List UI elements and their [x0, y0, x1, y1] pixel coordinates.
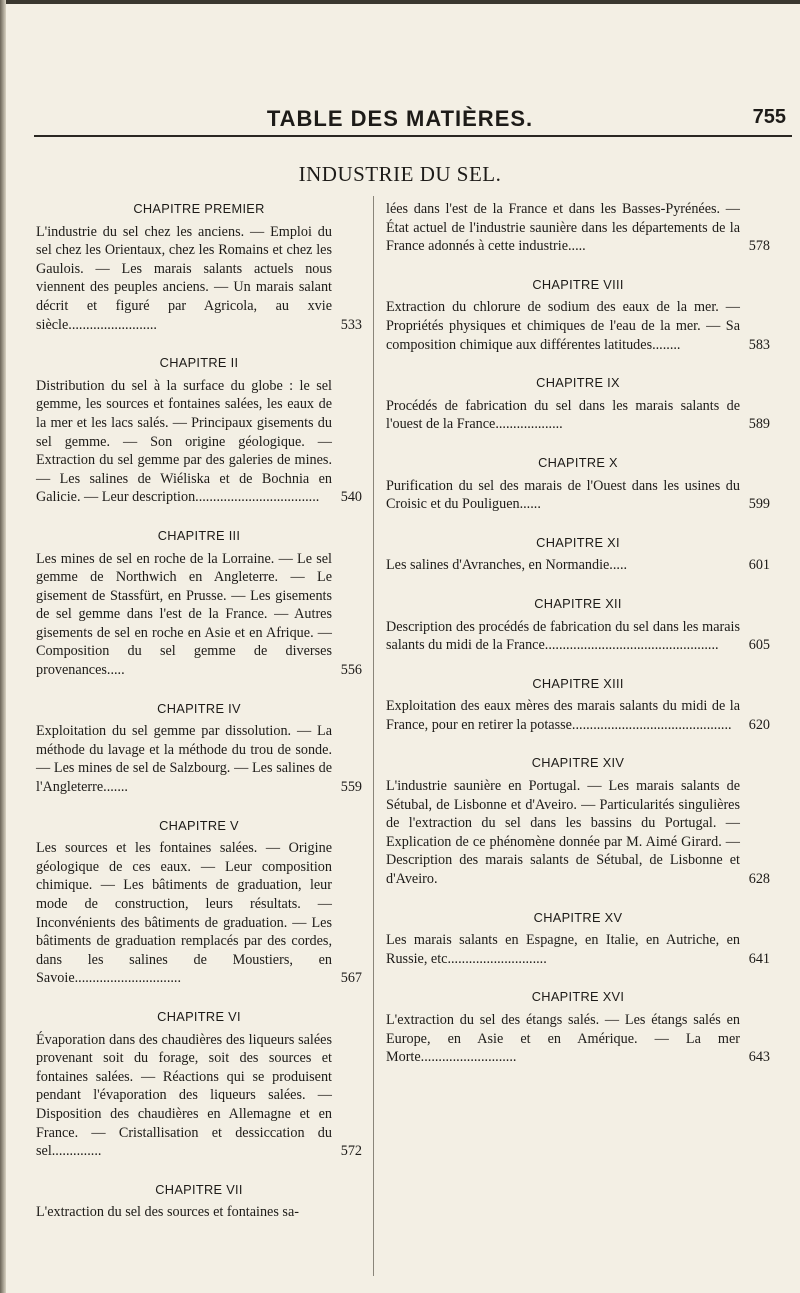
- page-reference: 628: [746, 870, 770, 889]
- chapter-summary: [386, 697, 770, 734]
- chapter-spacer: [386, 575, 770, 595]
- chapter-summary: [386, 200, 770, 256]
- chapter-spacer: [36, 1161, 362, 1181]
- page-reference: 540: [338, 488, 362, 507]
- chapter-title: CHAPITRE XV: [533, 909, 623, 925]
- toc-chapter: [386, 454, 770, 514]
- chapter-summary: [386, 556, 770, 575]
- chapter-summary: [36, 839, 362, 988]
- chapter-summary: [386, 618, 770, 655]
- chapter-summary: [36, 1203, 362, 1222]
- chapter-title: CHAPITRE VII: [155, 1181, 243, 1197]
- toc-chapter: [36, 354, 362, 507]
- chapter-spacer: [386, 734, 770, 754]
- chapter-title: CHAPITRE V: [159, 817, 239, 833]
- chapter-spacer: [386, 889, 770, 909]
- toc-chapter: [386, 675, 770, 735]
- toc-chapter: [386, 276, 770, 354]
- chapter-summary-text: L'extraction du sel des sources et fontaines sa-: [36, 1204, 299, 1221]
- page-reference: 533: [338, 316, 362, 335]
- toc-chapter: [386, 200, 770, 256]
- chapter-summary-text: Exploitation des eaux mères des marais salants du midi de la France, pour en retirer la potasse.............................................: [386, 698, 740, 733]
- toc-chapter: [386, 909, 770, 969]
- chapter-title: CHAPITRE XII: [534, 595, 622, 611]
- chapter-summary-text: Les marais salants en Espagne, en Italie, en Autriche, en Russie, etc............................: [386, 932, 740, 967]
- chapter-summary-text: Distribution du sel à la surface du globe : le sel gemme, les sources et fontaines salées, les eaux de la mer et les lacs salés. — Principaux gisements du sel gemme. — Son origine géologique. — Extraction du sel gemme par des galeries de mines. — Les salines de Wiéliska et de Bochnia en Galicie. — Leur description...................................: [36, 377, 332, 506]
- chapter-title: CHAPITRE XVI: [531, 989, 625, 1005]
- chapter-summary-text: L'industrie du sel chez les anciens. — Emploi du sel chez les Orientaux, chez les Romains et chez les Gaulois. — Les marais salants actuels nous viennent des peuples anciens. — Un marais salant décrit et figuré par Agricola, au xvie siècle.........................: [36, 223, 332, 333]
- chapter-summary: [36, 1031, 362, 1161]
- chapter-summary-text: Évaporation dans des chaudières des liqueurs salées provenant soit du forage, soit des sources et fontaines salées. — Réactions qui se produisent pendant l'évaporation des liqueurs salées. — Disposition des chaudières en Allemagne et en France. — Cristallisation et dessiccation du sel..............: [36, 1031, 332, 1160]
- chapter-summary-text: L'extraction du sel des étangs salés. — Les étangs salés en Europe, en Asie et en Amérique. — La mer Morte...........................: [386, 1012, 740, 1066]
- page-reference: 643: [746, 1048, 770, 1067]
- chapter-summary: [386, 397, 770, 434]
- chapter-summary: [36, 377, 362, 507]
- page-reference: 556: [338, 661, 362, 680]
- chapter-title: CHAPITRE VI: [157, 1008, 241, 1024]
- chapter-summary-text: Purification du sel des marais de l'Ouest dans les usines du Croisic et du Pouliguen......: [386, 477, 740, 513]
- chapter-title: CHAPITRE II: [159, 355, 239, 371]
- page-reference: 641: [746, 950, 770, 969]
- page-reference: 559: [338, 778, 362, 797]
- chapter-spacer: [386, 256, 770, 276]
- toc-chapter: [386, 374, 770, 434]
- page-reference: 605: [746, 636, 770, 655]
- section-title: INDUSTRIE DU SEL.: [298, 162, 502, 186]
- chapter-spacer: [386, 514, 770, 534]
- page-reference: 583: [746, 336, 770, 355]
- chapter-summary: [386, 1011, 770, 1067]
- chapter-summary-text: Les salines d'Avranches, en Normandie.....: [386, 557, 628, 574]
- chapter-spacer: [36, 334, 362, 354]
- chapter-summary-text: lées dans l'est de la France et dans les Basses-Pyrénées. — État actuel de l'industrie saunière dans les départements de la France adonnés à cette industrie.....: [386, 201, 740, 255]
- toc-chapter: [386, 534, 770, 575]
- toc-chapter: [36, 700, 362, 797]
- chapter-spacer: [36, 680, 362, 700]
- page-reference: 578: [746, 237, 770, 256]
- chapter-summary: [386, 477, 770, 514]
- toc-chapter: [386, 988, 770, 1066]
- page-reference: 601: [746, 556, 770, 575]
- page-reference: 620: [746, 716, 770, 735]
- chapter-summary-text: Description des procédés de fabrication du sel dans les marais salants du midi de la France.................................................: [386, 618, 740, 654]
- chapter-summary-text: Les mines de sel en roche de la Lorraine. — Le sel gemme de Northwich en Angleterre. — Le gisement de Stassfürt, en Prusse. — Les gisements de sel gemme dans l'est de la France. — Autres gisements de sel en roche en Asie et en Afrique. — Composition du sel gemme de diverses provenances.....: [36, 550, 332, 679]
- chapter-spacer: [386, 354, 770, 374]
- chapter-summary-text: Procédés de fabrication du sel dans les marais salants de l'ouest de la France...................: [386, 397, 740, 433]
- page-top-edge: [0, 0, 800, 4]
- chapter-title: CHAPITRE IX: [536, 375, 620, 391]
- column-divider: [373, 196, 374, 1276]
- right-column: [386, 200, 770, 1067]
- chapter-summary: [386, 298, 770, 354]
- toc-chapter: [36, 200, 362, 334]
- toc-chapter: [386, 754, 770, 888]
- header-rule: [34, 135, 792, 137]
- toc-chapter: [36, 1181, 362, 1222]
- left-column: [36, 200, 362, 1222]
- chapter-spacer: [36, 988, 362, 1008]
- chapter-spacer: [386, 434, 770, 454]
- chapter-title: CHAPITRE III: [157, 527, 241, 543]
- chapter-summary-text: L'industrie saunière en Portugal. — Les marais salants de Sétubal, de Lisbonne et d'Aveiro. — Particularités singulières de l'extraction du sel dans les bassins du Portugal. — Explication de ce phénomène donnée par M. Aimé Girard. — Description des marais salants de Sétubal, de Lisbonne et d'Aveiro.: [386, 778, 740, 888]
- page-number: 755: [752, 106, 786, 128]
- chapter-summary: [386, 931, 770, 968]
- chapter-summary: [36, 550, 362, 680]
- chapter-title: CHAPITRE X: [538, 454, 618, 470]
- page-reference: 572: [338, 1142, 362, 1161]
- chapter-summary: [36, 223, 362, 335]
- running-title: TABLE DES MATIÈRES.: [266, 106, 534, 131]
- page-reference: 589: [746, 415, 770, 434]
- chapter-spacer: [36, 797, 362, 817]
- page-reference: 567: [338, 969, 362, 988]
- chapter-summary-text: Exploitation du sel gemme par dissolution. — La méthode du lavage et la méthode du trou de sonde. — Les mines de sel de Salzbourg. — Les salines de l'Angleterre.......: [36, 723, 332, 796]
- chapter-title: CHAPITRE XIV: [531, 755, 625, 771]
- chapter-title: CHAPITRE XI: [536, 534, 620, 550]
- chapter-spacer: [386, 655, 770, 675]
- toc-chapter: [36, 1008, 362, 1161]
- toc-chapter: [36, 527, 362, 680]
- toc-chapter: [386, 595, 770, 655]
- chapter-title: CHAPITRE PREMIER: [133, 201, 265, 216]
- running-head: [0, 106, 800, 136]
- chapter-summary: [36, 722, 362, 796]
- chapter-spacer: [36, 507, 362, 527]
- chapter-title: CHAPITRE XIII: [532, 675, 624, 691]
- toc-chapter: [36, 817, 362, 988]
- page-reference: 599: [746, 495, 770, 514]
- chapter-summary-text: Extraction du chlorure de sodium des eaux de la mer. — Propriétés physiques et chimiques de l'eau de la mer. — Sa composition chimique aux différentes latitudes........: [386, 299, 740, 353]
- chapter-summary-text: Les sources et les fontaines salées. — Origine géologique de ces eaux. — Leur composition chimique. — Les bâtiments de graduation, leur mode de construction, leurs résultats. — Inconvénients des bâtiments de graduation. — Les bâtiments de graduation remplacés par des cordes, dans les salines de Moustiers, en Savoie..............................: [36, 840, 332, 987]
- chapter-title: CHAPITRE VIII: [532, 276, 624, 292]
- chapter-title: CHAPITRE IV: [157, 700, 241, 716]
- page-binding-edge: [0, 0, 6, 1293]
- chapter-summary: [386, 777, 770, 889]
- chapter-spacer: [386, 968, 770, 988]
